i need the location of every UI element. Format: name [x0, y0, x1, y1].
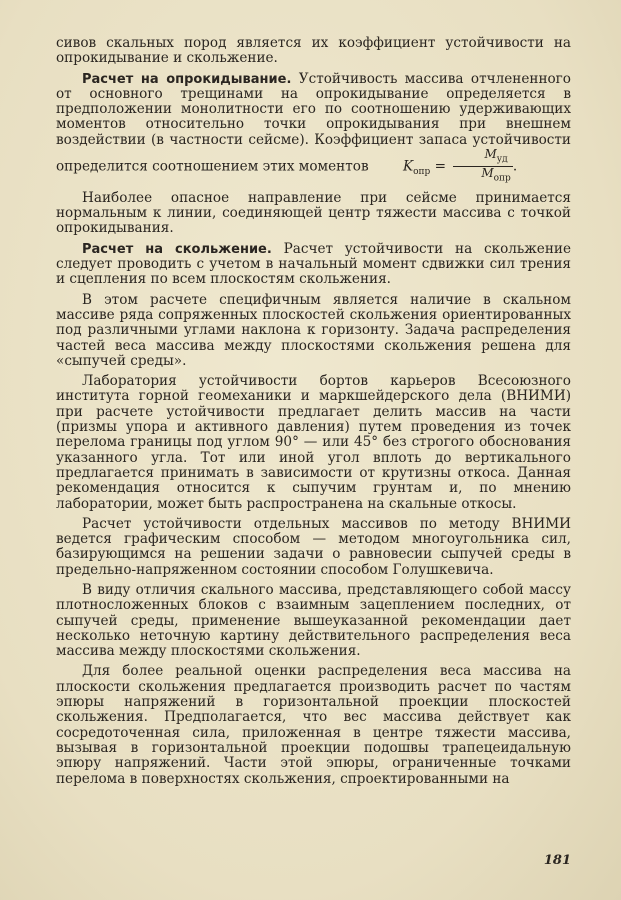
section-heading-overturning: Расчет на опрокидывание.: [82, 71, 292, 87]
formula-lhs: K: [402, 158, 414, 175]
paragraph-5: [56, 293, 571, 369]
paragraph-4: [56, 242, 571, 288]
paragraph-text: Наиболее опасное направление при сейсме принимается нормальным к линии, соединяющей центр тяжести массива с точкой опрокидывания.: [56, 189, 571, 237]
paragraph-3: [56, 191, 571, 237]
paragraph-text: Расчет устойчивости отдельных массивов по методу ВНИМИ ведется графическим способом — методом многоугольника сил, базирующимся на решении задачи о равновесии сыпучей среды в предельно-напряженном состоянии способом Голушкевича.: [56, 515, 571, 578]
formula-eq: =: [434, 158, 446, 175]
stability-formula: [377, 148, 517, 186]
paragraph-text: В виду отличия скального массива, представляющего собой массу плотносложенных блоков с взаимным зацеплением последних, от сыпучей среды, применение вышеуказанной рекомендации дает несколько неточную картину действительного распределения веса массива между плоскостями скольжения.: [56, 581, 571, 660]
section-heading-sliding: Расчет на скольжение.: [82, 241, 272, 257]
formula-numerator: $M_{уд}$: [453, 148, 512, 167]
paragraph-9: [56, 664, 571, 786]
paragraph-7: [56, 517, 571, 578]
paragraph-text: Для более реальной оценки распределения веса массива на плоскости скольжения предлагается производить расчет по частям эпюры напряжений в горизонтальной проекции плоскостей скольжения. Предполагается, что вес массива действует как сосредоточенная сила, приложенная в центре тяжести массива, вызывая в горизонтальной проекции подошвы трапецеидальную эпюру напряжений. Части этой эпюры, ограниченные точками перелома в поверхностях скольжения, спроектированными на: [56, 663, 571, 787]
formula-fraction: [453, 148, 512, 186]
formula-tail: .: [512, 158, 518, 175]
paragraph-text: Расчет устойчивости на скольжение следует проводить с учетом в начальный момент сдвижки сил трения и сцепления по всем плоскостям скольжения.: [56, 240, 572, 288]
page-number: 181: [543, 853, 571, 868]
paragraph-8: [56, 583, 571, 659]
paragraph-2: [56, 72, 571, 186]
paragraph-1: [56, 36, 571, 67]
paragraph-text: сивов скальных пород является их коэффициент устойчивости на опрокидывание и скольжение.: [56, 35, 571, 67]
formula-lhs-sub: опр: [413, 167, 431, 178]
paragraph-text: Лаборатория устойчивости бортов карьеров Всесоюзного института горной геомеханики и маркшейдерского дела (ВНИМИ) при расчете устойчивости предлагает делить массив на части (призмы упора и активного давления) путем проведения из точек перелома границы под углом 90° — или 45° без строгого обоснования указанного угла. Тот или иной угол вплоть до вертикального предлагается принимать в зависимости от крутизны откоса. Данная рекомендация относится к сыпучим грунтам и, по мнению лаборатории, может быть распространена на скальные откосы.: [56, 373, 571, 512]
paragraph-text: В этом расчете специфичным является наличие в скальном массиве ряда сопряженных плоскостей скольжения ориентированных под различными углами наклона к горизонту. Задача распределения частей веса массива между плоскостями скольжения решена для «сыпучей среды».: [56, 291, 571, 369]
paragraph-text: Устойчивость массива отчлененного от основного трещинами на опрокидывание определяется в предположении монолитности его по соотношению удерживающих моментов относительно точки опрокидывания при внешнем воздействии (в частности сейсме). Коэффициент запаса устойчивости определится соотношением этих моментов: [56, 70, 571, 175]
formula-denominator: $M_{опр}$: [481, 166, 511, 184]
paragraph-6: [56, 374, 571, 512]
